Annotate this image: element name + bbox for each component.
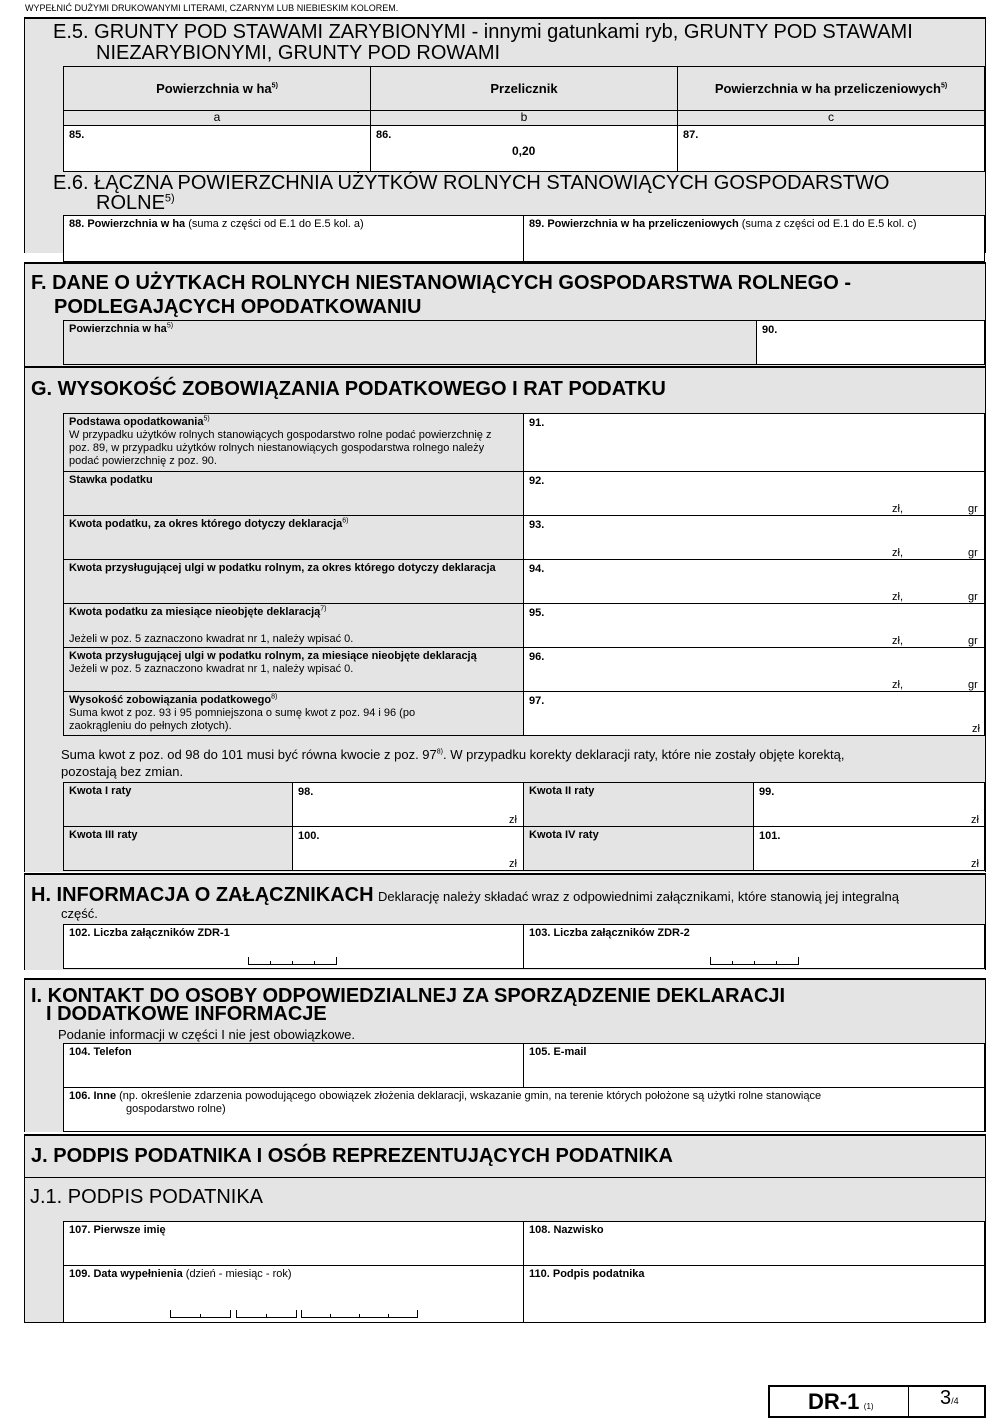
comb-tick xyxy=(230,1310,231,1318)
field-109[interactable]: 109. Data wypełnienia (dzień - miesiąc - rok) xyxy=(63,1265,524,1323)
comb-tick xyxy=(732,961,733,965)
form-code: DR-1 (1) xyxy=(808,1389,874,1414)
field-110[interactable]: 110. Podpis podatnika xyxy=(523,1265,985,1323)
e6-title-line2: ROLNE$^{5)}$ xyxy=(96,192,175,214)
form-id-box xyxy=(768,1385,986,1418)
field-94-label: Kwota przysługującej ulgi w podatku rolnym, za okres którego dotyczy deklaracja xyxy=(63,559,524,604)
e6-title-line1: E.6. ŁĄCZNA POWIERZCHNIA UŻYTKÓW ROLNYCH STANOWIĄCYCH GOSPODARSTWO xyxy=(53,172,890,194)
comb-tick xyxy=(248,957,249,965)
j1-title: J.1. PODPIS PODATNIKA xyxy=(30,1186,264,1208)
comb-tick xyxy=(754,961,755,965)
date-month-comb xyxy=(236,1310,296,1318)
e5-col-a-letter: a xyxy=(63,110,371,126)
field-99[interactable]: 99. zł xyxy=(753,782,985,827)
field-103-comb xyxy=(710,957,798,965)
page-number: 3/4 xyxy=(940,1387,959,1409)
field-106[interactable]: 106. Inne (np. określenie zdarzenia powodującego obowiązek złożenia deklaracji, wskazanie gmin, na terenie których położone są użytki rolne stanowiące gospodarstwo rolne) xyxy=(63,1087,985,1132)
field-98[interactable]: 98. zł xyxy=(292,782,524,827)
e5-col-a-header: Powierzchnia w $ha^{5)}$ xyxy=(63,66,371,111)
field-86-value: 0,20 xyxy=(512,144,536,158)
e5-col-b-letter: b xyxy=(370,110,678,126)
date-year-comb xyxy=(301,1310,417,1318)
field-102[interactable]: 102. Liczba załączników ZDR-1 xyxy=(63,924,524,969)
installments-note: Suma kwot z poz. od 98 do 101 musi być równa kwocie z poz. 97$^{8)}$. W przypadku korekty deklaracji raty, które nie zostały objęte korektą, pozostają bez zmian. xyxy=(61,747,845,779)
comb-tick xyxy=(296,1310,297,1318)
section-i-title-line2: I DODATKOWE INFORMACJE xyxy=(46,1003,327,1025)
comb-tick xyxy=(270,961,271,965)
comb-tick xyxy=(170,1310,171,1318)
section-f-title-line2: PODLEGAJĄCYCH OPODATKOWANIU xyxy=(54,296,422,318)
e5-col-b-header: Przelicznik xyxy=(370,66,678,111)
field-85[interactable]: 85. xyxy=(63,125,371,172)
section-h-header: H. INFORMACJA O ZAŁĄCZNIKACH Deklarację należy składać wraz z odpowiednimi załącznikami, które stanowią jej integralną xyxy=(31,884,899,906)
field-95-label: Kwota podatku za miesiące nieobjęte deklaracją$^{7)}$ Jeżeli w poz. 5 zaznaczono kwadrat nr 1, należy wpisać 0. xyxy=(63,603,524,648)
date-day-comb xyxy=(170,1310,230,1318)
comb-tick xyxy=(388,1314,389,1318)
field-97[interactable]: 97. zł xyxy=(523,691,985,736)
comb-tick xyxy=(314,961,315,965)
comb-tick xyxy=(236,1310,237,1318)
section-j-title: J. PODPIS PODATNIKA I OSÓB REPREZENTUJĄCYCH PODATNIKA xyxy=(31,1145,673,1167)
field-100[interactable]: 100. zł xyxy=(292,826,524,871)
field-103[interactable]: 103. Liczba załączników ZDR-2 xyxy=(523,924,985,969)
rata-4-label: Kwota IV raty xyxy=(523,826,754,871)
rata-1-label: Kwota I raty xyxy=(63,782,293,827)
field-105[interactable]: 105. E-mail xyxy=(523,1043,985,1088)
field-90[interactable]: 90. xyxy=(756,320,985,365)
e5-col-c-letter: c xyxy=(677,110,985,126)
comb-tick xyxy=(301,1310,302,1318)
field-92[interactable]: 92. zł, gr xyxy=(523,471,985,516)
field-97-label: Wysokość zobowiązania podatkowego$^{8)}$ Suma kwot z poz. 93 i 95 pomniejszona o sumę kwot z poz. 94 i 96 (po zaokrągleniu do pełnych złotych). xyxy=(63,691,524,736)
rata-2-label: Kwota II raty xyxy=(523,782,754,827)
section-h-note-cont: część. xyxy=(61,906,98,921)
comb-tick xyxy=(330,1314,331,1318)
field-90-label: Powierzchnia w $ha^{5)}$ xyxy=(63,320,757,365)
fill-instruction: WYPEŁNIĆ DUŻYMI DRUKOWANYMI LITERAMI, CZARNYM LUB NIEBIESKIM KOLOREM. xyxy=(25,3,399,13)
comb-tick xyxy=(776,961,777,965)
field-91-label: Podstawa opodatkowania$^{5)}$ W przypadku użytków rolnych stanowiących gospodarstwo rolne podać powierzchnię z poz. 89, w przypadku użytków rolnych niestanowiących gospodarstwa rolnego należy podać powierzchnię z poz. 90. xyxy=(63,413,524,472)
field-94[interactable]: 94. zł, gr xyxy=(523,559,985,604)
field-104[interactable]: 104. Telefon xyxy=(63,1043,524,1088)
rata-3-label: Kwota III raty xyxy=(63,826,293,871)
comb-tick xyxy=(200,1314,201,1318)
section-g-title: G. WYSOKOŚĆ ZOBOWIĄZANIA PODATKOWEGO I RAT PODATKU xyxy=(31,378,666,400)
field-107[interactable]: 107. Pierwsze imię xyxy=(63,1221,524,1266)
field-91[interactable]: 91. xyxy=(523,413,985,472)
field-93[interactable]: 93. zł, gr xyxy=(523,515,985,560)
comb-tick xyxy=(417,1310,418,1318)
comb-tick xyxy=(798,957,799,965)
j1-divider xyxy=(24,1177,986,1178)
field-95[interactable]: 95. zł, gr xyxy=(523,603,985,648)
comb-tick xyxy=(359,1314,360,1318)
comb-tick xyxy=(710,957,711,965)
comb-tick xyxy=(266,1314,267,1318)
e5-title-line2: NIEZARYBIONYMI, GRUNTY POD ROWAMI xyxy=(96,42,501,64)
e5-col-c-header: Powierzchnia w ha przeliczeniowych$^{5)}$ xyxy=(677,66,985,111)
field-93-label: Kwota podatku, za okres którego dotyczy deklaracja$^{6)}$ xyxy=(63,515,524,560)
field-86: 86. 0,20 xyxy=(370,125,678,172)
field-108[interactable]: 108. Nazwisko xyxy=(523,1221,985,1266)
comb-tick xyxy=(292,961,293,965)
field-88[interactable]: 88. Powierzchnia w ha (suma z części od E.1 do E.5 kol. a) xyxy=(63,215,524,262)
field-101[interactable]: 101. zł xyxy=(753,826,985,871)
field-92-label: Stawka podatku xyxy=(63,471,524,516)
field-96[interactable]: 96. zł, gr xyxy=(523,647,985,692)
section-i-note: Podanie informacji w części I nie jest obowiązkowe. xyxy=(58,1027,355,1042)
section-i-title-line1: I. KONTAKT DO OSOBY ODPOWIEDZIALNEJ ZA SPORZĄDZENIE DEKLARACJI xyxy=(31,985,786,1007)
e5-title-line1: E.5. GRUNTY POD STAWAMI ZARYBIONYMI - innymi gatunkami ryb, GRUNTY POD STAWAMI xyxy=(53,21,913,43)
field-102-comb xyxy=(248,957,336,965)
field-87[interactable]: 87. xyxy=(677,125,985,172)
field-89[interactable]: 89. Powierzchnia w ha przeliczeniowych (suma z części od E.1 do E.5 kol. c) xyxy=(523,215,985,262)
comb-tick xyxy=(336,957,337,965)
field-96-label: Kwota przysługującej ulgi w podatku rolnym, za miesiące nieobjęte deklaracją Jeżeli w poz. 5 zaznaczono kwadrat nr 1, należy wpisać 0. xyxy=(63,647,524,692)
section-f-title-line1: F. DANE O UŻYTKACH ROLNYCH NIESTANOWIĄCYCH GOSPODARSTWA ROLNEGO - xyxy=(31,272,851,294)
